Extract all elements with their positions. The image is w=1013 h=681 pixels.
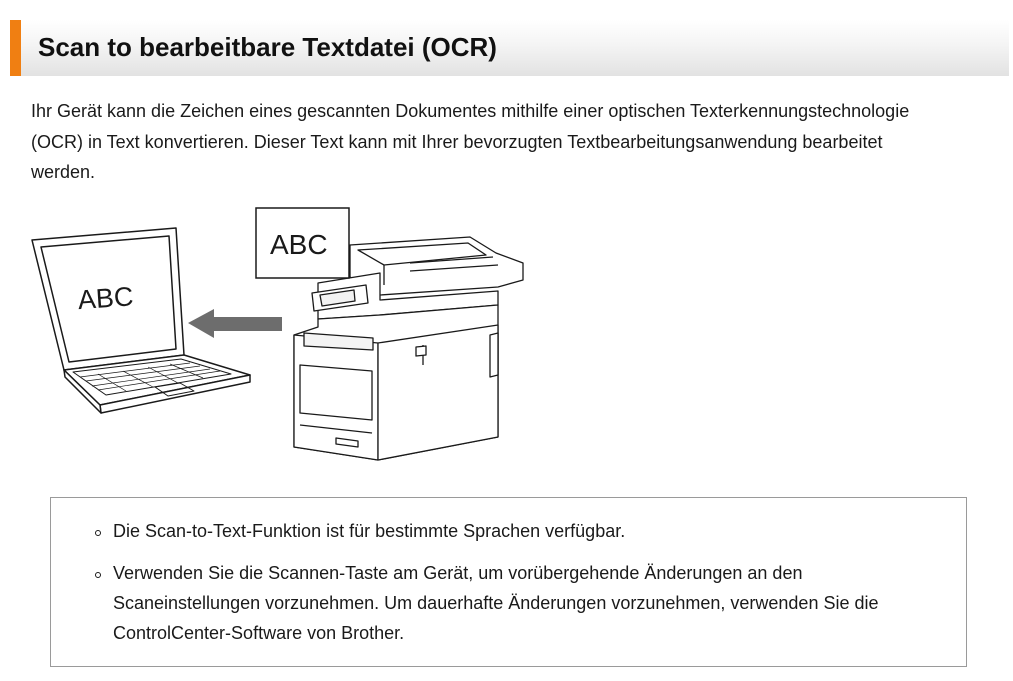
header-accent-bar [10, 20, 21, 76]
note-text: Die Scan-to-Text-Funktion ist für bestimmte Sprachen verfügbar. [113, 521, 626, 541]
scan-to-ocr-illustration [28, 205, 528, 480]
note-list [95, 516, 915, 660]
page-header [10, 20, 1009, 76]
note-item [95, 558, 915, 648]
note-text: Verwenden Sie die Scannen-Taste am Gerät, um vorübergehende Änderungen an den Scaneinstellungen vorzunehmen. Um dauerhafte Änderungen vorzunehmen, verwenden Sie die ControlCenter-Software von Brother. [113, 563, 879, 643]
bullet-circle-icon [95, 530, 101, 536]
note-item [95, 516, 915, 546]
arrow-left-icon [188, 309, 282, 338]
paper-text: ABC [270, 229, 328, 260]
note-box [50, 497, 967, 667]
bullet-circle-icon [95, 572, 101, 578]
page-title: Scan to bearbeitbare Textdatei (OCR) [38, 32, 497, 62]
laptop-screen-text: ABC [76, 281, 135, 316]
intro-paragraph: Ihr Gerät kann die Zeichen eines gescannten Dokumentes mithilfe einer optischen Texterkennungstechnologie (OCR) in Text konvertieren. Dieser Text kann mit Ihrer bevorzugten Textbearbeitungsanwendung bearbeitet werden. [31, 101, 910, 182]
